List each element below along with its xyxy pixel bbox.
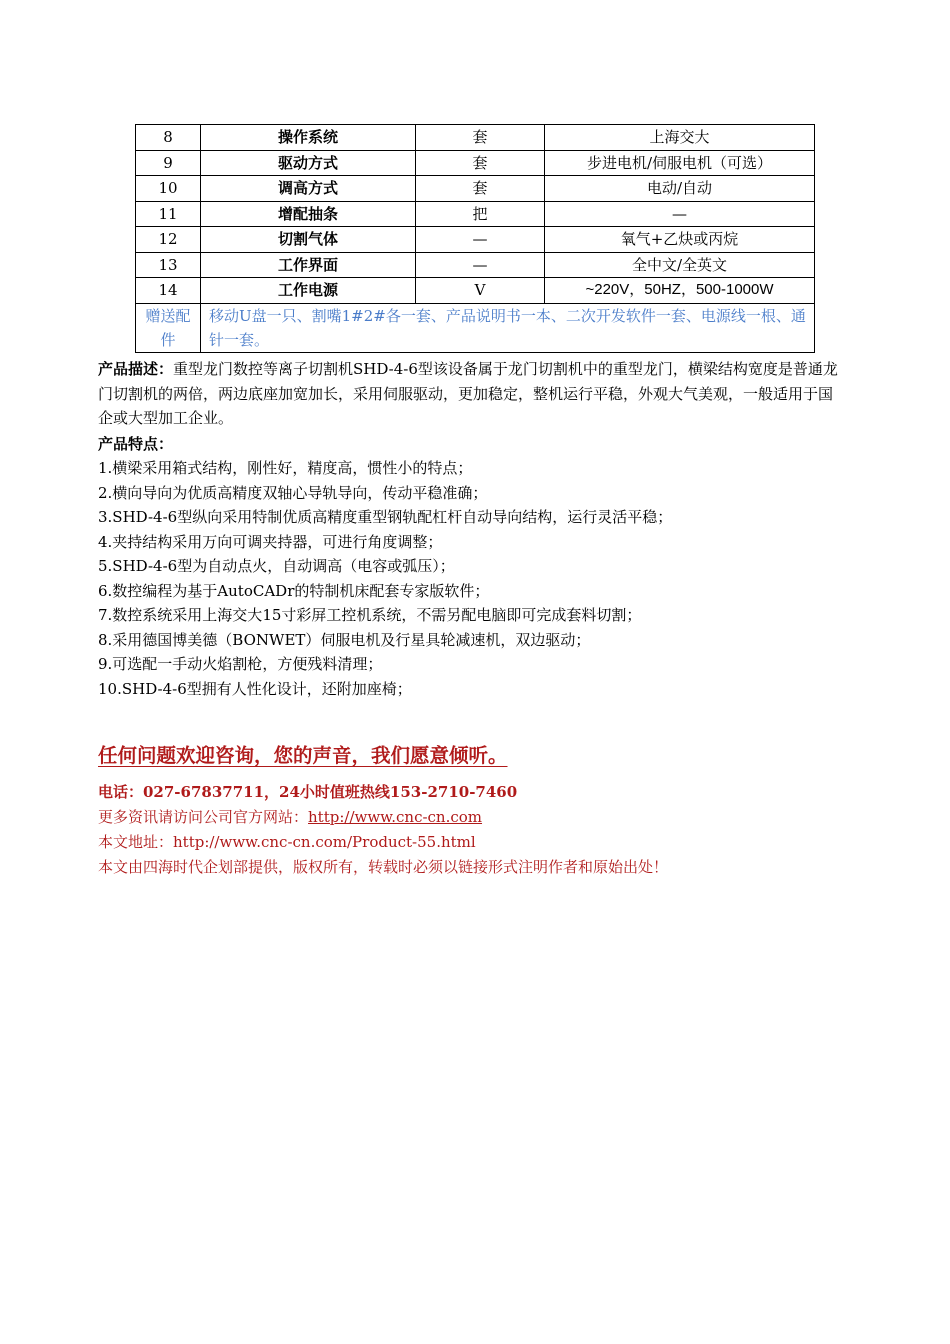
table-row [136, 278, 815, 304]
spec-table [135, 124, 815, 353]
row-value: 氧气+乙炔或丙烷 [545, 227, 815, 253]
row-unit: V [416, 278, 545, 304]
list-item: 2.横向导向为优质高精度双轴心导轨导向，传动平稳准确； [98, 483, 488, 502]
list-item: 6.数控编程为基于AutoCADr的特制机床配套专家版软件； [98, 581, 490, 600]
description-text: 重型龙门数控等离子切割机SHD-4-6型该设备属于龙门切割机中的重型龙门，横梁结构宽度是普通龙门切割机的两倍，两边底座加宽加长，采用伺服驱动，更加稳定，整机运行平稳，外观大气美观，一般适用于国企或大型加工企业。 [98, 360, 838, 427]
row-number: 11 [136, 201, 201, 227]
row-value: 上海交大 [545, 125, 815, 151]
row-number: 9 [136, 150, 201, 176]
contact-phone: 电话：027-67837711，24小时值班热线153-2710-7460 [98, 783, 518, 801]
list-item: 3.SHD-4-6型纵向采用特制优质高精度重型钢轨配杠杆自动导向结构，运行灵活平稳； [98, 508, 673, 526]
list-item: 8.采用德国博美德（BONWET）伺服电机及行星具轮减速机，双边驱动； [98, 630, 591, 649]
website-link[interactable]: http://www.cnc-cn.com [308, 808, 483, 826]
contact-copyright: 本文由四海时代企划部提供，版权所有，转载时必须以链接形式注明作者和原始出处！ [98, 858, 669, 876]
row-name: 驱动方式 [201, 150, 416, 176]
product-description [98, 357, 840, 431]
row-number: 13 [136, 252, 201, 278]
table-row [136, 227, 815, 253]
row-name: 工作电源 [201, 278, 416, 304]
list-item: 1.横梁采用箱式结构，刚性好，精度高，惯性小的特点； [98, 459, 473, 477]
contact-headline: 任何问题欢迎咨询，您的声音，我们愿意倾听。 [98, 744, 508, 767]
row-name: 调高方式 [201, 176, 416, 202]
list-item: 7.数控系统采用上海交大15寸彩屏工控机系统，不需另配电脑即可完成套料切割； [98, 606, 642, 624]
row-unit: — [416, 252, 545, 278]
row-number: 10 [136, 176, 201, 202]
table-row [136, 125, 815, 151]
row-name: 操作系统 [201, 125, 416, 151]
row-unit: — [416, 227, 545, 253]
table-row [136, 176, 815, 202]
features-title: 产品特点： [98, 435, 174, 453]
row-value: ~220V，50HZ，500-1000W [545, 278, 815, 304]
gift-label: 赠送配件 [136, 303, 201, 352]
description-label: 产品描述： [98, 360, 174, 378]
spec-table-body [136, 125, 815, 353]
row-name: 工作界面 [201, 252, 416, 278]
contact-block [98, 780, 668, 880]
list-item: 4.夹持结构采用万向可调夹持器，可进行角度调整； [98, 532, 443, 551]
row-number: 14 [136, 278, 201, 304]
row-number: 12 [136, 227, 201, 253]
row-unit: 把 [416, 201, 545, 227]
row-number: 8 [136, 125, 201, 151]
row-value: 电动/自动 [545, 176, 815, 202]
gift-text: 移动U盘一只、割嘴1#2#各一套、产品说明书一本、二次开发软件一套、电源线一根、通针一套。 [201, 303, 815, 352]
features-list [98, 456, 840, 701]
row-unit: 套 [416, 150, 545, 176]
table-row [136, 150, 815, 176]
list-item: 9.可选配一手动火焰割枪，方便残料清理； [98, 655, 383, 673]
list-item: 10.SHD-4-6型拥有人性化设计，还附加座椅； [98, 679, 412, 698]
row-value: 步进电机/伺服电机（可选） [545, 150, 815, 176]
contact-website-line [98, 805, 668, 830]
list-item: 5.SHD-4-6型为自动点火，自动调高（电容或弧压）； [98, 557, 455, 575]
row-value: — [545, 201, 815, 227]
row-unit: 套 [416, 176, 545, 202]
row-name: 增配抽条 [201, 201, 416, 227]
contact-address: 本文地址：http://www.cnc-cn.com/Product-55.html [98, 833, 476, 851]
row-unit: 套 [416, 125, 545, 151]
row-value: 全中文/全英文 [545, 252, 815, 278]
gift-row [136, 303, 815, 352]
table-row [136, 201, 815, 227]
website-prefix: 更多资讯请访问公司官方网站： [98, 808, 309, 826]
row-name: 切割气体 [201, 227, 416, 253]
table-row [136, 252, 815, 278]
